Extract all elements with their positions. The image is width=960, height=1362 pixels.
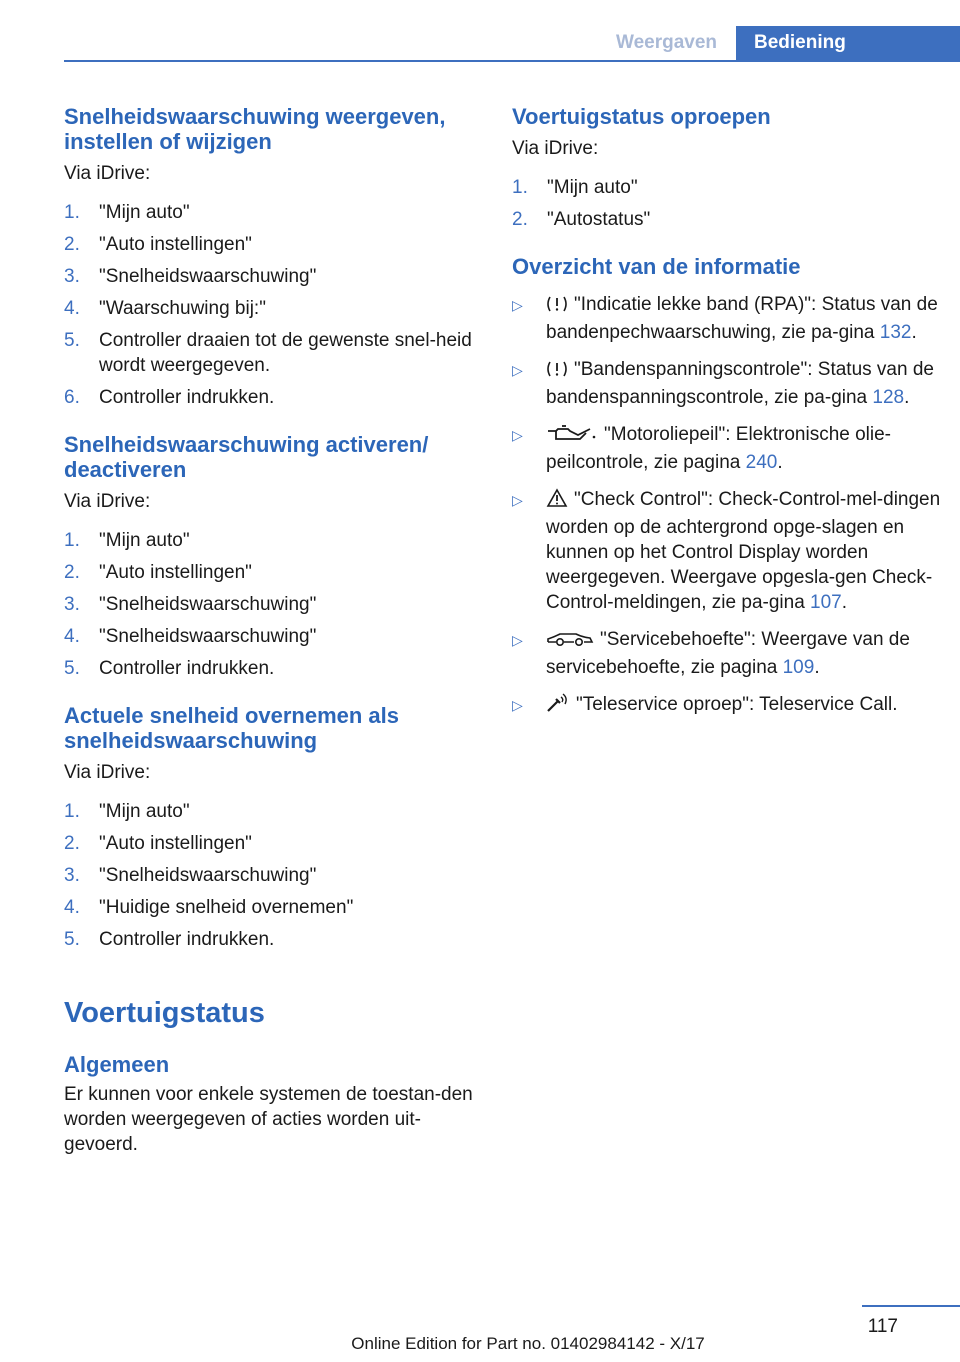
step-number: 5. <box>64 929 80 950</box>
list-item <box>64 232 482 257</box>
list-item <box>512 357 942 410</box>
via-idrive-text: Via iDrive: <box>64 163 151 184</box>
oil-can-icon <box>546 425 598 450</box>
chapter-title-voertuigstatus: Voertuigstatus <box>64 997 265 1029</box>
item-text-end: . <box>904 387 910 408</box>
step-text: Controller draaien tot de gewenste snel-heid wordt weergegeven. <box>99 330 472 376</box>
steps-list <box>64 799 482 952</box>
step-number: 1. <box>512 177 528 198</box>
step-text: "Snelheidswaarschuwing" <box>99 626 317 647</box>
wrench-signal-icon <box>546 693 570 720</box>
item-text: "Indicatie lekke band (RPA)": Status van de bandenpechwaarschuwing, zie pa-gina <box>546 294 938 343</box>
step-text: Controller indrukken. <box>99 387 275 408</box>
step-number: 2. <box>64 562 80 583</box>
step-text: Controller indrukken. <box>99 929 275 950</box>
step-number: 2. <box>512 209 528 230</box>
step-number: 2. <box>64 234 80 255</box>
bullet-triangle-icon: ▷ <box>512 697 523 713</box>
step-text: "Auto instellingen" <box>99 562 252 583</box>
step-number: 3. <box>64 266 80 287</box>
list-item <box>64 200 482 225</box>
step-text: Controller indrukken. <box>99 658 275 679</box>
page-link[interactable]: 107 <box>810 592 842 613</box>
section-title-overzicht: Overzicht van de informatie <box>512 254 801 279</box>
tab-bediening[interactable]: Bediening <box>736 26 960 60</box>
item-text-end: . <box>814 657 820 678</box>
step-text: "Auto instellingen" <box>99 833 252 854</box>
step-text: "Mijn auto" <box>99 801 190 822</box>
list-item <box>512 487 942 615</box>
tire-pressure-icon <box>546 295 568 320</box>
list-item <box>512 692 942 720</box>
list-item <box>512 422 942 475</box>
steps-list <box>512 175 942 232</box>
item-text: "Bandenspanningscontrole": Status van de bandenspanningscontrole, zie pa-gina <box>546 359 934 408</box>
step-number: 1. <box>64 202 80 223</box>
step-text: "Mijn auto" <box>547 177 638 198</box>
step-text: "Snelheidswaarschuwing" <box>99 865 317 886</box>
list-item <box>64 592 482 617</box>
list-item <box>64 385 482 410</box>
item-text: "Motoroliepeil": Elektronische olie-peilcontrole, zie pagina <box>546 424 892 473</box>
via-idrive-text: Via iDrive: <box>64 491 151 512</box>
step-text: "Huidige snelheid overnemen" <box>99 897 354 918</box>
item-text: "Check Control": Check-Control-mel-dingen worden op de achtergrond opge-slagen en kunnen op het Control Display worden weergegeven. Weergave opgesla-gen Check-Control-meldingen, zie pa-gina <box>546 489 941 613</box>
page-link[interactable]: 109 <box>782 657 815 678</box>
tab-weergaven[interactable]: Weergaven <box>615 32 718 53</box>
step-number: 4. <box>64 897 80 918</box>
list-item <box>64 624 482 649</box>
list-item <box>512 292 942 345</box>
step-text: "Mijn auto" <box>99 202 190 223</box>
section-title-algemeen: Algemeen <box>64 1052 170 1077</box>
item-text-end: . <box>911 322 917 343</box>
bullet-triangle-icon: ▷ <box>512 492 523 508</box>
step-number: 4. <box>64 298 80 319</box>
list-item <box>64 927 482 952</box>
page-number: 117 <box>867 1316 898 1337</box>
right-column <box>512 104 942 732</box>
steps-list <box>64 528 482 681</box>
header-rule <box>64 60 960 62</box>
item-text-end: . <box>841 592 848 613</box>
steps-list <box>64 200 482 410</box>
section-title-snelheid-weergeven: Snelheidswaarschuwing weergeven, instellen of wijzigen <box>64 104 446 154</box>
list-item <box>64 799 482 824</box>
list-item <box>64 264 482 289</box>
page-link[interactable]: 240 <box>745 452 778 473</box>
step-number: 5. <box>64 658 80 679</box>
footer-rule <box>862 1305 960 1307</box>
list-item <box>64 296 482 321</box>
section-title-voertuigstatus-oproepen: Voertuigstatus oproepen <box>512 104 771 129</box>
item-text: "Servicebehoefte": Weergave van de servicebehoefte, zie pagina <box>546 629 910 678</box>
step-text: "Mijn auto" <box>99 530 190 551</box>
info-list <box>512 292 942 720</box>
via-idrive-text: Via iDrive: <box>512 138 599 159</box>
bullet-triangle-icon: ▷ <box>512 297 523 313</box>
step-number: 3. <box>64 865 80 886</box>
list-item <box>64 656 482 681</box>
step-text: "Snelheidswaarschuwing" <box>99 266 317 287</box>
section-title-snelheid-activeren: Snelheidswaarschuwing activeren/ deactiveren <box>64 432 429 482</box>
list-item <box>64 528 482 553</box>
step-text: "Waarschuwing bij:" <box>99 298 266 319</box>
left-column <box>64 104 482 1157</box>
section-title-actuele-snelheid: Actuele snelheid overnemen als snelheidswaarschuwing <box>64 703 400 753</box>
list-item <box>512 627 942 680</box>
step-text: "Auto instellingen" <box>99 234 252 255</box>
step-number: 3. <box>64 594 80 615</box>
step-number: 1. <box>64 530 80 551</box>
list-item <box>512 207 942 232</box>
list-item <box>512 175 942 200</box>
list-item <box>64 863 482 888</box>
page-link[interactable]: 128 <box>872 387 905 408</box>
service-car-icon <box>546 630 594 655</box>
step-text: "Snelheidswaarschuwing" <box>99 594 317 615</box>
edition-text: Online Edition for Part no. 01402984142 - X/17 <box>351 1334 705 1353</box>
body-text-algemeen: Er kunnen voor enkele systemen de toestan-den worden weergegeven of acties worden uit-gevoerd. <box>64 1084 473 1155</box>
step-number: 5. <box>64 330 80 351</box>
step-number: 2. <box>64 833 80 854</box>
list-item <box>64 560 482 585</box>
page-link[interactable]: 132 <box>879 322 912 343</box>
list-item <box>64 831 482 856</box>
step-text: "Autostatus" <box>547 209 651 230</box>
bullet-triangle-icon: ▷ <box>512 632 523 648</box>
item-text: "Teleservice oproep": Teleservice Call. <box>576 694 898 715</box>
warning-triangle-icon <box>546 488 568 515</box>
tire-pressure-icon <box>546 360 568 385</box>
bullet-triangle-icon: ▷ <box>512 427 523 443</box>
bullet-triangle-icon: ▷ <box>512 362 523 378</box>
item-text-end: . <box>777 452 783 473</box>
step-number: 4. <box>64 626 80 647</box>
list-item <box>64 895 482 920</box>
step-number: 1. <box>64 801 80 822</box>
step-number: 6. <box>64 387 80 408</box>
list-item <box>64 328 482 378</box>
via-idrive-text: Via iDrive: <box>64 762 151 783</box>
